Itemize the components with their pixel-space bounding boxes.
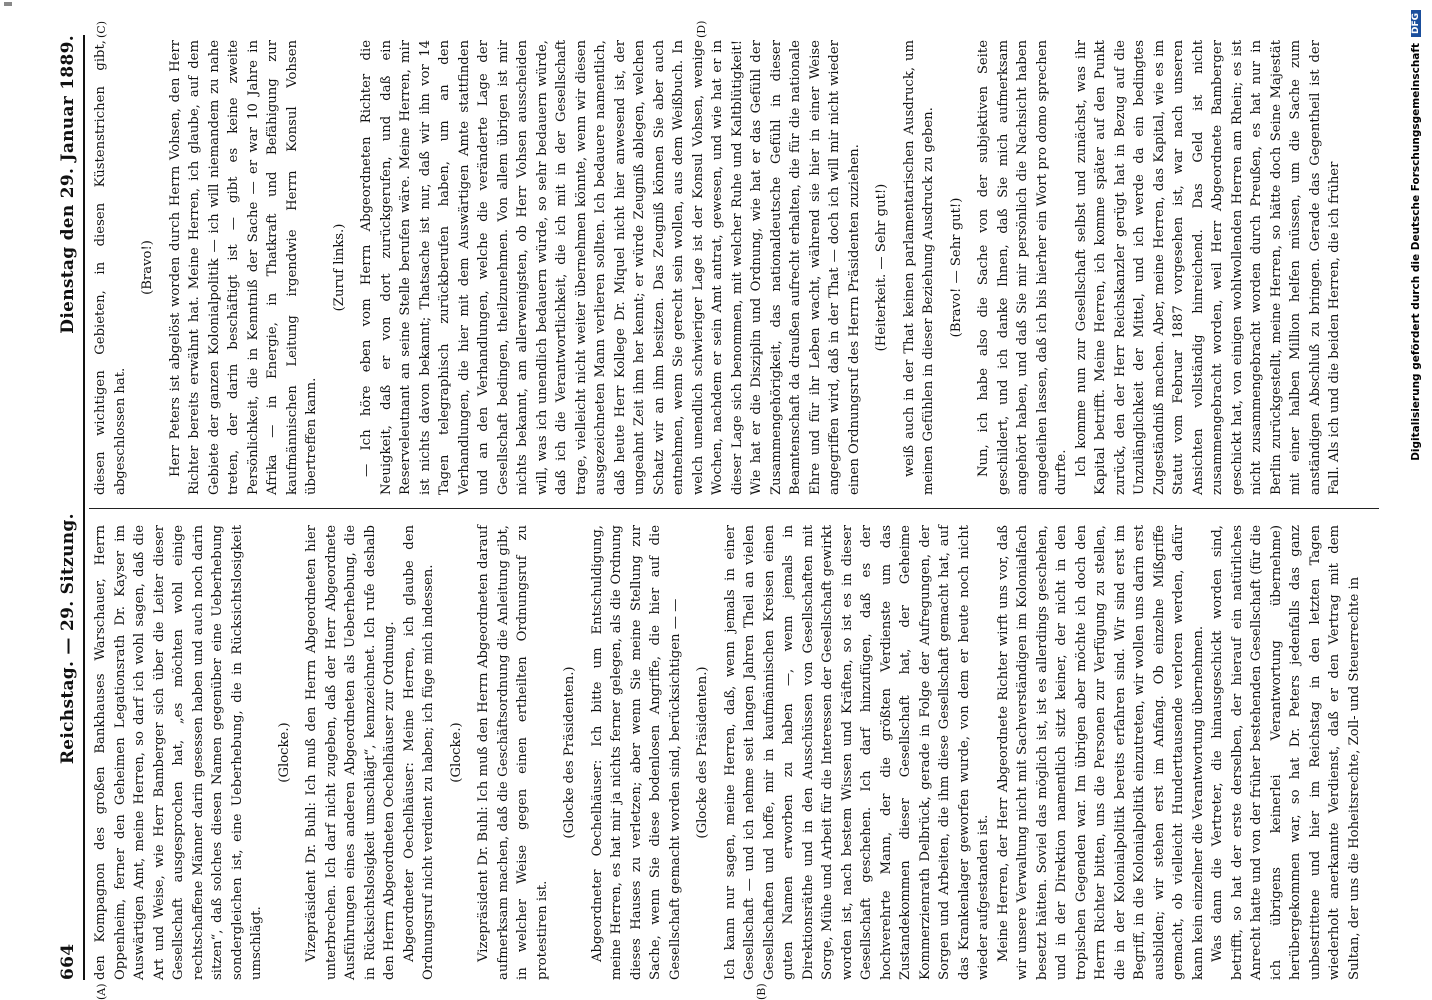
stage-direction: (Bravo! — Sehr gut!) [948, 197, 964, 338]
paragraph: Abgeordneter Oechelhäuser: Meine Herren, ich glaube den Ordnungsruf nicht verdient zu haben; ich füge mich indessen. [401, 525, 436, 980]
right-column [91, 40, 1345, 495]
rotated-page-content [55, 15, 1395, 1000]
page-number: 664 [58, 943, 78, 980]
paragraph: Ich kann nur sagen, meine Herren, daß, wenn jemals in einer Gesellschaft — und ich nehme seit langen Jahren Theil an vielen Gesellschaften und hoffe, mir in kaufmännischen Kreisen einen guten Namen erworben zu haben —, wenn jemals in Direktionsräthe und in den Ausschüssen von Gesellschaften mit Sorge, Mühe und Arbeit für die Interessen der Gesellschaft gewirkt worden ist, nach bestem Wissen und Kräften, so ist es in dieser Gesellschaft geschehen. Ich darf hinzufügen, daß es der hochverehrte Mann, der die größten Verdienste um das Zustandekommen dieser Gesellschaft hat, der Geheime Kommerzienrath Delbrück, gerade in Folge der Aufregungen, der Sorgen und Arbeiten, die ihm diese Gesellschaft gemacht hat, auf das Krankenlager geworfen wurde, von dem er heute noch nicht wieder aufgestanden ist. [722, 525, 991, 980]
paragraph: diesen wichtigen Gebieten, in diesen Küstenstrichen gibt, abgeschlossen hat. [93, 40, 128, 495]
header-date: Dienstag den 29. Januar 1889. [58, 35, 78, 334]
paragraph: Meine Herren, der Herr Abgeordnete Richter wirft uns vor, daß wir unsere Verwaltung nicht mit Sachverständigen im Kolonialfach besetzt hätten. Soviel das möglich ist, ist es allerdings geschehen, und in der Direktion namentlich sitzt keiner, der nicht in den tropischen Gegenden war. Im übrigen aber möchte ich doch den Herrn Richter bitten, uns die Personen zur Verfügung zu stellen, die in der Kolonialpolitik bereits erfahren sind. Wir sind erst im Begriff, in die Kolonialpolitik einzutreten, wir wollen uns darin erst ausbilden; wir stehen erst im Anfang. Ob einzelne Mißgriffe gemacht, ob vielleicht Hunderttausende verloren werden, dafür kann kein einzelner die Verantwortung übernehmen. [995, 525, 1206, 980]
stage-direction: (Glocke des Präsidenten.) [695, 666, 710, 839]
stage-direction: (Zuruf links.) [331, 223, 347, 312]
paragraph: Vizepräsident Dr. Buhl: Ich muß den Herrn Abgeordneten darauf aufmerksam machen, daß die Geschäftsordnung die Anleitung gibt, in welcher Weise gegen einen ertheilten Ordnungsruf zu protestiren ist. [476, 525, 550, 980]
paragraph: Was dann die Vertreter, die hinausgeschickt worden sind, betrifft, so hat der erste derselben, der hierauf ein natürliches Anrecht hatte und von der früher bestehenden Gesellschaft (für die ich übrigens keinerlei Verantwortung übernehme) herübergekommen war, so hat Dr. Peters jedenfalls das ganz unbestrittene und hier im Reichstag in den letzten Tagen wiederholt anerkannte Verdienst, daß er den Vertrag mit dem Sultan, der uns die Hoheitsrechte, Zoll- und Steuerrechte in [1210, 525, 1362, 980]
margin-marker-d: (D) [695, 20, 708, 38]
margin-marker-a: (A) [95, 983, 108, 1000]
paragraph: Vizepräsident Dr. Buhl: Ich muß den Herrn Abgeordneten hier unterbrechen. Ich darf nicht zugeben, daß der Herr Abgeordnete Ausführungen eines anderen Abgeordneten als Ueberhebung, die in Rücksichtslosigkeit umschlägt“, kennzeichnet. Ich rufe deshalb den Herrn Abgeordneten Oechelhäuser zur Ordnung. [304, 525, 397, 980]
header-title: Reichstag. — 29. Sitzung. [58, 513, 78, 765]
stage-direction: (Bravo!) [140, 240, 155, 295]
stage-direction: (Heiterkeit. — Sehr gut!) [874, 183, 889, 352]
margin-marker-b: (B) [755, 983, 768, 1000]
page-header [55, 35, 81, 980]
funding-note-text: Digitalisierung gefördert durch die Deutsche Forschungsgemeinschaft [1410, 43, 1422, 461]
paragraph: Herr Peters ist abgelöst worden durch Herrn Vohsen, den Herr Richter bereits erwähnt hat. Meine Herren, ich glaube, auf dem Gebiete der ganzen Kolonialpolitik — ich will niemandem zu nahe treten, der darin beschäftigt ist — gibt es keine zweite Persönlichkeit, die in Kenntniß der Sache — er war 10 Jahre in Afrika — in Energie, in Thatkraft und Befähigung zur kaufmännischen Leitung irgendwie Herrn Konsul Vohsen übertreffen kann. [167, 40, 319, 495]
stage-direction: (Glocke.) [276, 722, 292, 783]
paragraph: weiß auch in der That keinen parlamentarischen Ausdruck, um meinen Gefühlen in dieser Beziehung Ausdruck zu geben. [901, 40, 936, 495]
stage-direction: (Glocke.) [448, 722, 464, 783]
stage-direction: (Glocke des Präsidenten.) [562, 666, 577, 839]
scan-mark [4, 2, 12, 6]
header-rule [83, 35, 85, 980]
margin-marker-c: (C) [95, 21, 108, 38]
funding-note [1406, 10, 1426, 1000]
paragraph: Abgeordneter Oechelhäuser: Ich bitte um Entschuldigung, meine Herren, es hat mir ja nichts ferner gelegen, als die Ordnung dieses Hauses zu verletzen; aber wenn Sie meine Stellung zur Sache, wenn Sie diese bodenlosen Angriffe, die hier auf die Gesellschaft gemacht worden sind, berücksichtigen — — [589, 525, 683, 980]
left-column [91, 525, 1364, 980]
paragraph: — Ich höre eben vom Herrn Abgeordneten Richter die Neuigkeit, daß er von dort zurückgerufen, und daß ein Reserveleutnant an seine Stelle berufen wäre. Meine Herren, mir ist nichts davon bekannt; Thatsache ist nur, daß wir ihn vor 14 Tagen telegraphisch zurückberufen haben, um an den Verhandlungen, die hier mit dem Auswärtigen Amte stattfinden und an den Verhandlungen, welche die veränderte Lage der Gesellschaft bedingen, theilzunehmen. Von allem übrigen ist mir nichts bekannt, am allerwenigsten, ob Herr Vohsen ausscheiden will, was ich unendlich bedauern würde, so sehr bedauern würde, daß ich die Verantwortlichkeit, die ich mit in der Gesellschaft trage, vielleicht nicht weiter übernehmen könnte, wenn wir diesen ausgezeichneten Mann verlieren sollten. Ich bedauere namentlich, daß heute Herr Kollege Dr. Miquel nicht hier anwesend ist, der ungeahnt Zeit ihm her kennt; er würde Zeugniß ablegen, welchen Schatz wir an ihm besitzen. Das Zeugniß können Sie aber auch entnehmen, wenn Sie gerecht sein wollen, aus dem Weißbuch. In welch unendlich schwieriger Lage ist der Konsul Vohsen, wenige Wochen, nachdem er sein Amt antrat, gewesen, und wie hat er in dieser Lage sich benommen, mit welcher Ruhe und Kaltblütigkeit! Wie hat er die Disziplin und Ordnung, wie hat er das Gefühl der Zusammengehörigkeit, das nationaldeutsche Gefühl in dieser Beamtenschaft da draußen aufrecht erhalten, die für die nationale Ehre und für ihr Leben wacht, während sie hier in einer Weise angegriffen wird, daß in der That — doch ich will mir nicht wieder einen Ordnungsruf des Herrn Präsidenten zuziehen. [359, 40, 862, 495]
paragraph: den Kompagnon des großen Bankhauses Warschauer, Herrn Oppenheim, ferner den Geheimen Legationsrath Dr. Kayser im Auswärtigen Amt, meine Herren, so darf ich wohl sagen, daß die Art und Weise, wie Herr Bamberger sich über die Leiter dieser Gesellschaft ausgesprochen hat, „es möchten wohl einige rechtschaffene Männer darin gesessen haben und auch noch darin sitzen“, daß solches diesen Namen gegenüber eine Ueberhebung sondergleichen ist, eine Ueberhebung, die in Rücksichtslosigkeit umschlägt. [93, 525, 264, 980]
paragraph: Nun, ich habe also die Sache von der subjektiven Seite geschildert, und ich danke Ihnen, daß Sie mich aufmerksam angehört haben, und daß Sie mir persönlich die Nachsicht haben angedeihen lassen, daß ich bis hierher ein Wort pro domo sprechen durfte. [976, 40, 1069, 495]
paragraph: Ich komme nun zur Gesellschaft selbst und zunächst, was ihr Kapital betrifft. Meine Herren, ich komme später auf den Punkt zurück, den der Herr Reichskanzler gerügt hat in Bezug auf die Unzulänglichkeit der Mittel, und ich werde da ein bedingtes Zugeständniß machen. Aber, meine Herren, das Kapital, wie es im Statut vom Februar 1887 vorgesehen ist, war nach unseren Ansichten vollständig hinreichend. Das Geld ist nicht zusammengebracht worden, weil Herr Abgeordnete Bamberger geschickt hat, von einigen wohlwollenden Herren am Rhein; es ist nicht zusammengebracht worden durch Preußen, es hat nur in Berlin zurückgestellt, meine Herren, so hätte doch Seine Majestät mit einer halben Million helfen müssen, um die Sache zum anständigen Abschluß zu bringen. Gerade das Gegentheil ist der Fall. Als ich und die beiden Herren, die ich früher [1073, 40, 1342, 495]
dfg-logo: DFG [1411, 10, 1421, 37]
column-divider [89, 508, 1379, 509]
